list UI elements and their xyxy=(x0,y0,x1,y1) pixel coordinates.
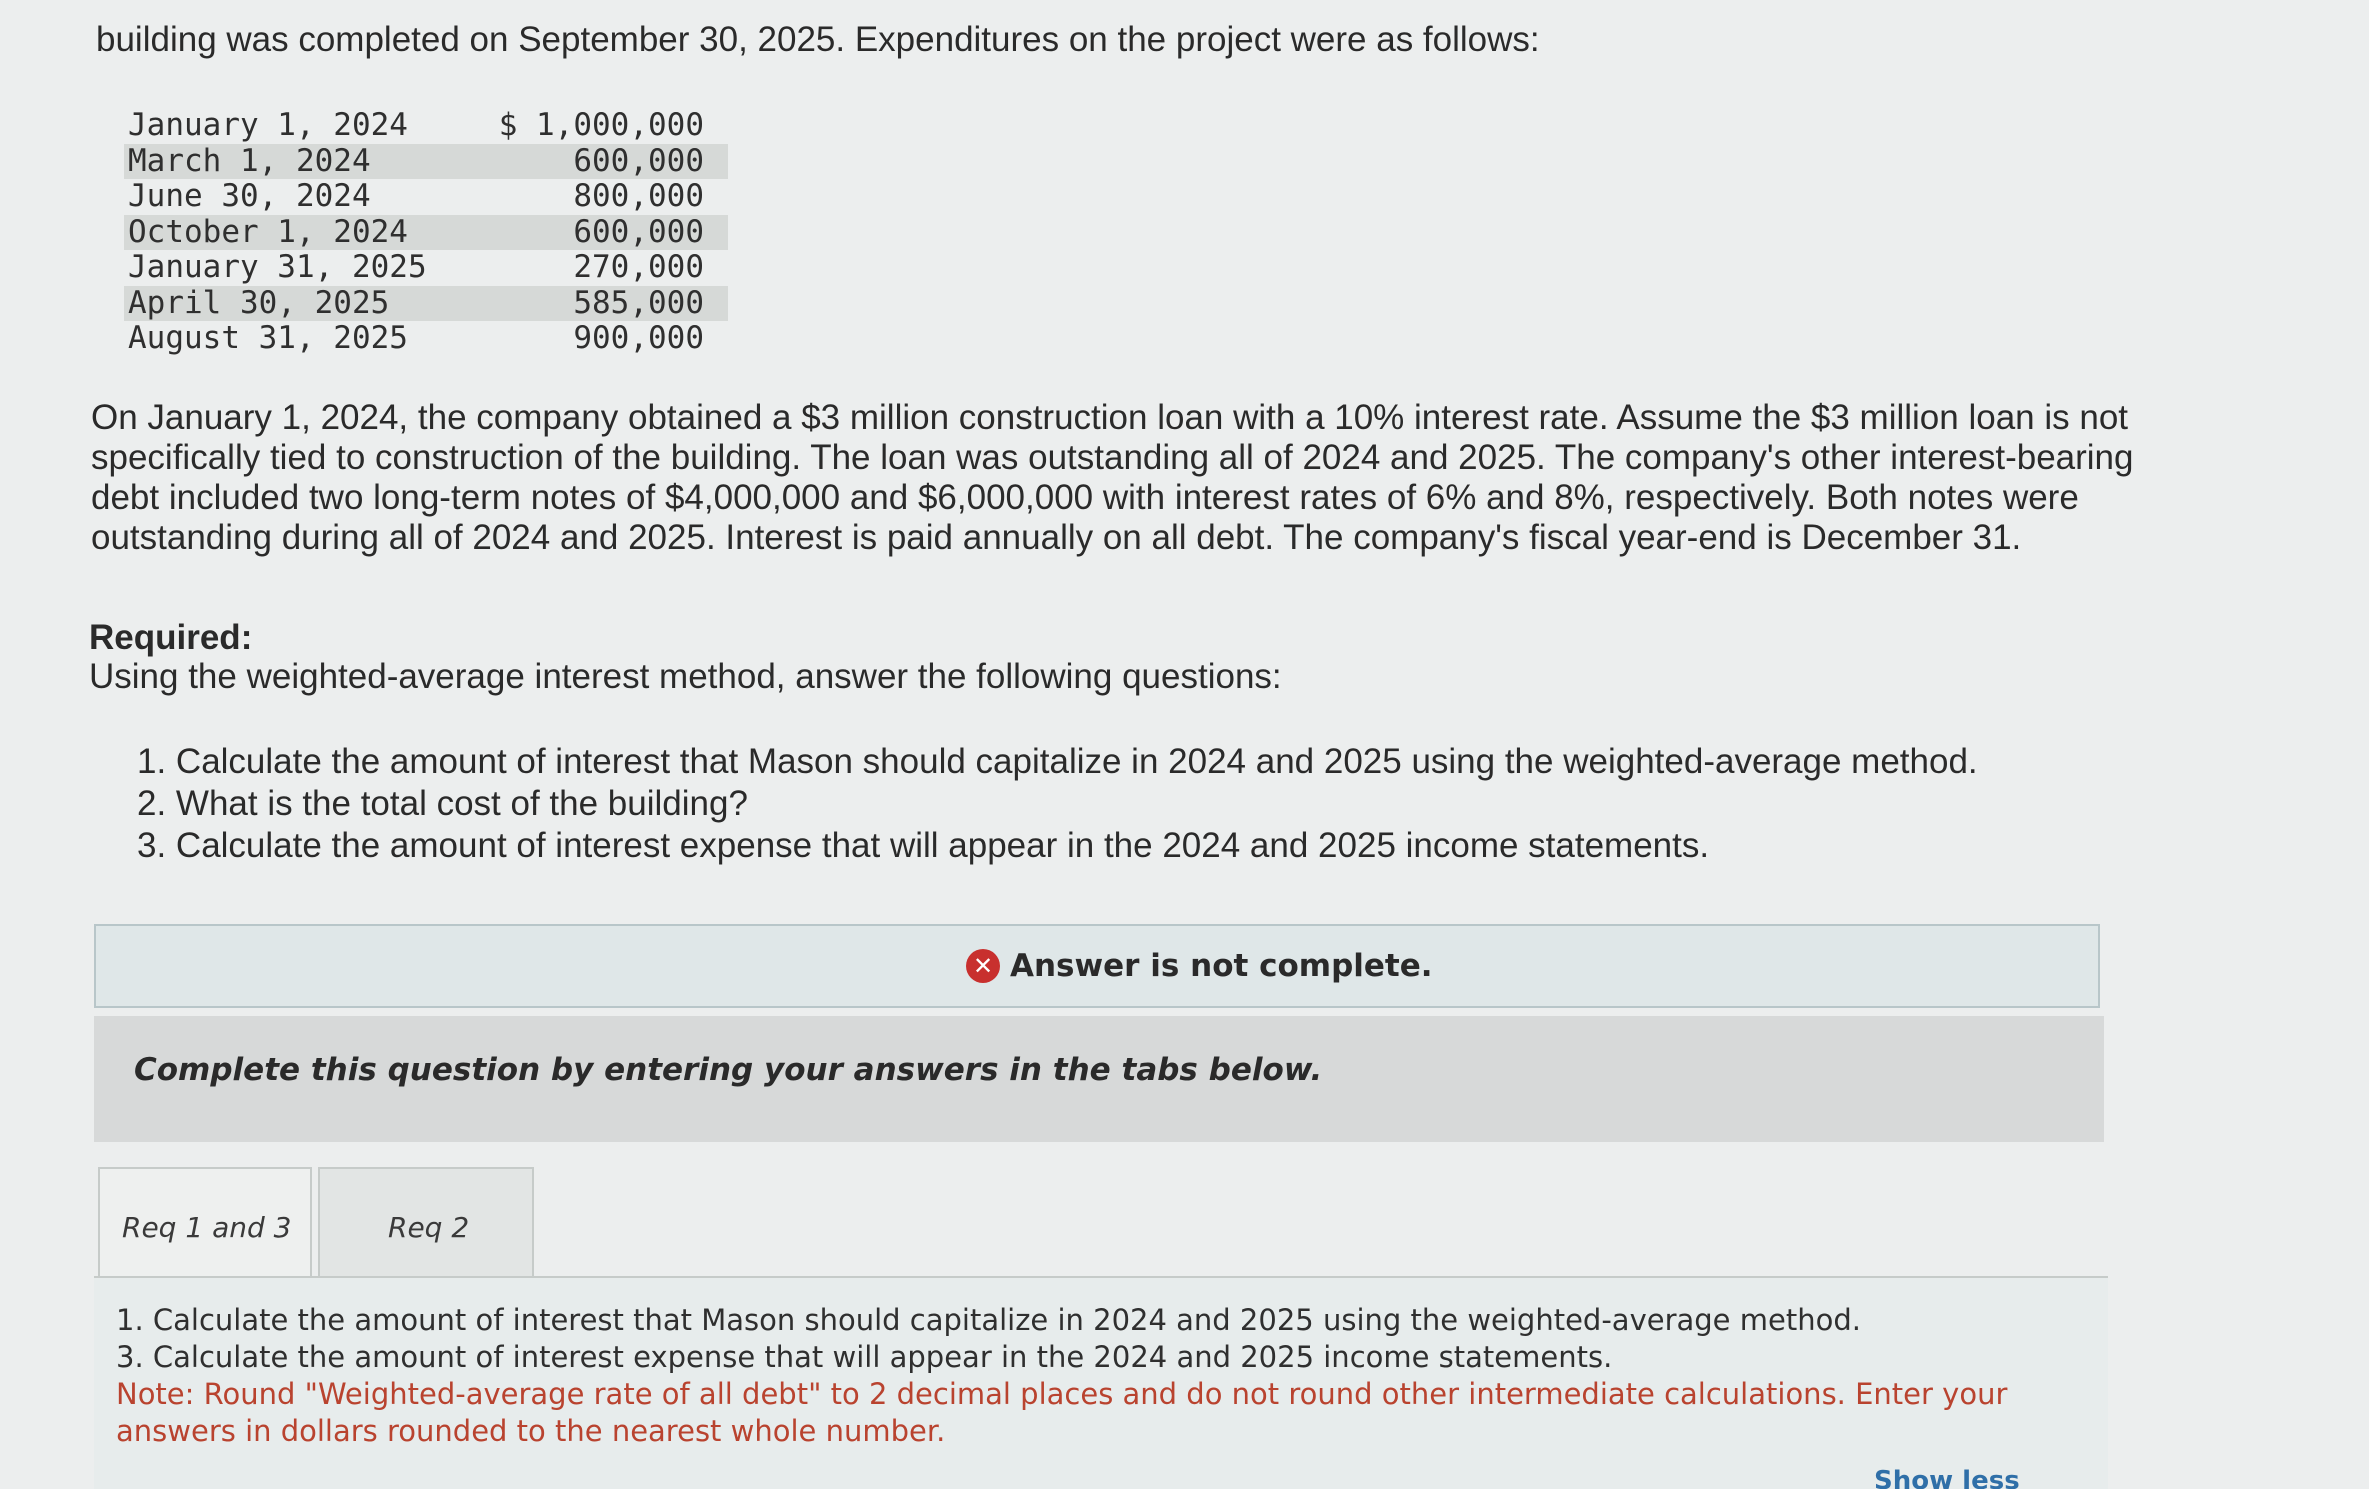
expenditure-date: January 1, 2024 xyxy=(128,107,408,143)
panel-line: 3. Calculate the amount of interest expense that will appear in the 2024 and 2025 income statements. xyxy=(116,1340,1613,1374)
question-item: 2. What is the total cost of the building? xyxy=(137,784,748,823)
question-item: 3. Calculate the amount of interest expense that will appear in the 2024 and 2025 income statements. xyxy=(137,826,1710,865)
panel-text xyxy=(116,1302,2096,1450)
expenditure-date: January 31, 2025 xyxy=(128,249,427,285)
expenditure-amount: 800,000 xyxy=(573,178,704,214)
expenditure-amount: 600,000 xyxy=(461,215,728,251)
table-row xyxy=(124,179,728,215)
panel-line: 1. Calculate the amount of interest that Mason should capitalize in 2024 and 2025 using the weighted-average method. xyxy=(116,1303,1861,1337)
expenditure-date: March 1, 2024 xyxy=(124,144,461,180)
expenditure-date: April 30, 2025 xyxy=(124,286,461,322)
table-row xyxy=(124,215,728,251)
expenditure-amount: 600,000 xyxy=(461,144,728,180)
show-less-link[interactable]: Show less xyxy=(1874,1466,2020,1489)
problem-paragraph xyxy=(91,398,2291,558)
question-list xyxy=(137,742,1978,868)
instructions-box xyxy=(94,1016,2104,1142)
tab-req-2[interactable]: Req 2 xyxy=(318,1167,534,1279)
expenditure-amount: 585,000 xyxy=(461,286,728,322)
table-row xyxy=(124,286,728,322)
table-row xyxy=(124,144,728,180)
required-subheading: Using the weighted-average interest method, answer the following questions: xyxy=(89,657,1282,696)
expenditure-date: June 30, 2024 xyxy=(128,178,371,214)
tab-req-1-and-3[interactable]: Req 1 and 3 xyxy=(98,1167,312,1279)
tab-panel xyxy=(94,1276,2108,1489)
question-item: 1. Calculate the amount of interest that Mason should capitalize in 2024 and 2025 using the weighted-average method. xyxy=(137,742,1978,781)
answer-status xyxy=(966,948,1433,984)
table-row xyxy=(124,250,728,286)
paragraph-line: outstanding during all of 2024 and 2025. Interest is paid annually on all debt. The company's fiscal year-end is December 31. xyxy=(91,518,2022,557)
expenditure-amount: 270,000 xyxy=(573,249,704,285)
paragraph-line: specifically tied to construction of the building. The loan was outstanding all of 2024 and 2025. The company's other interest-bearing xyxy=(91,438,2134,477)
expenditures-table xyxy=(124,108,728,357)
instructions-text: Complete this question by entering your answers in the tabs below. xyxy=(134,1052,1323,1088)
expenditure-amount: 900,000 xyxy=(573,320,704,356)
intro-text: building was completed on September 30, 2025. Expenditures on the project were as follows: xyxy=(96,20,1540,59)
table-row xyxy=(124,108,728,144)
expenditure-date: October 1, 2024 xyxy=(124,215,461,251)
expenditure-amount: $ 1,000,000 xyxy=(498,107,704,143)
paragraph-line: debt included two long-term notes of $4,000,000 and $6,000,000 with interest rates of 6% and 8%, respectively. Both notes were xyxy=(91,478,2079,517)
answer-status-text: Answer is not complete. xyxy=(1010,948,1433,984)
paragraph-line: On January 1, 2024, the company obtained a $3 million construction loan with a 10% interest rate. Assume the $3 million loan is not xyxy=(91,398,2129,437)
required-heading: Required: xyxy=(89,618,253,657)
x-circle-icon: ✕ xyxy=(966,949,1000,983)
answer-status-bar xyxy=(94,924,2100,1008)
panel-note: Note: Round "Weighted-average rate of all debt" to 2 decimal places and do not round other intermediate calculations. Enter your answers in dollars rounded to the nearest whole number. xyxy=(116,1377,2008,1448)
table-row xyxy=(124,321,728,357)
expenditure-date: August 31, 2025 xyxy=(128,320,408,356)
